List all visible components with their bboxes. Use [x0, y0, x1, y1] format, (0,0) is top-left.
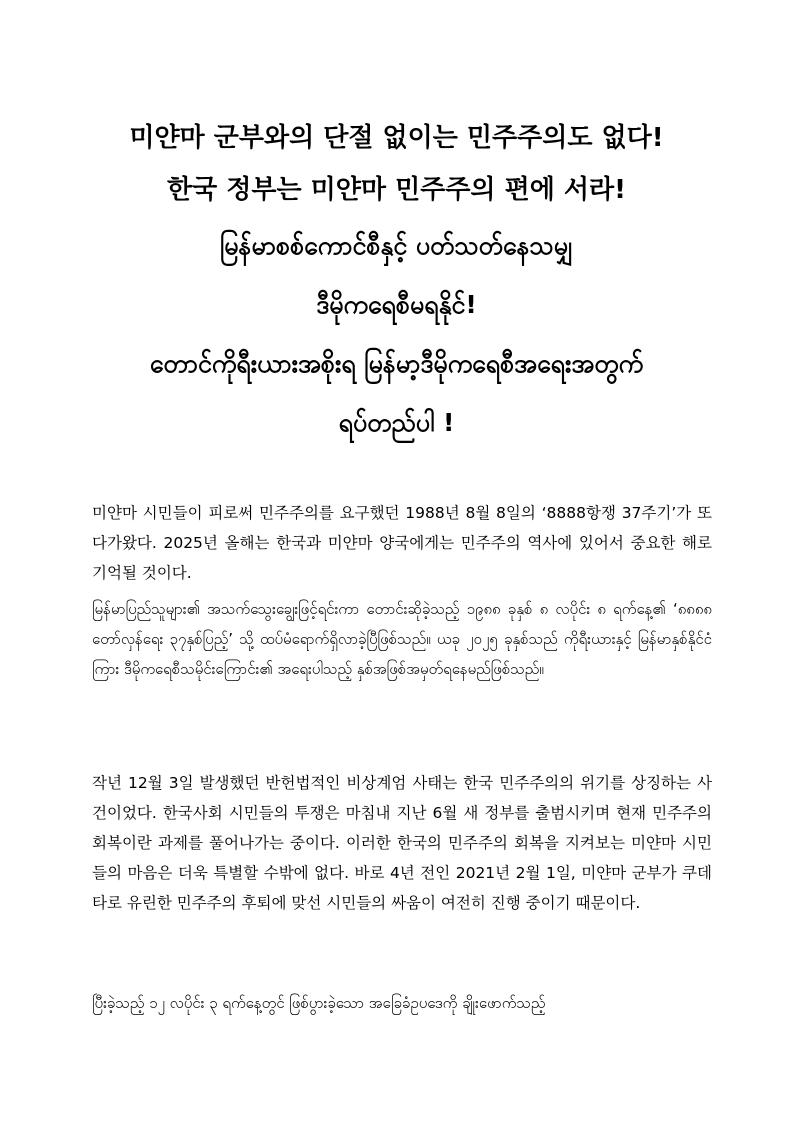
paragraph-text: မြန်မာပြည်သူများ၏ အသက်သွေးချွေးဖြင့်ရင်းကာ တောင်းဆိုခဲ့သည့် ၁၉၈၈ ခုနှစ် ၈ လပိုင်း ၈ ရက်နေ့၏ ‘၈၈၈၈ တော်လှန်ရေး ၃၇နှစ်ပြည့်’ သို့ ထပ်မံရောက်ရှိလာခဲ့ပြီဖြစ်သည်။ ယခု ၂၀၂၅ ခုနှစ်သည် ကိုရီးယားနှင့် မြန်မာနှစ်နိုင်ငံကြား ဒီမိုကရေစီသမိုင်းကြောင်း၏ အရေးပါသည့် နှစ်အဖြစ်အမှတ်ရနေမည်ဖြစ်သည်။	[92, 600, 712, 678]
title-line-burmese-2: ဒီမိုကရေစီမရနိုင်!	[316, 290, 477, 319]
paragraph-burmese-2	[92, 988, 712, 1018]
document-title	[60, 112, 733, 452]
paragraph-korean-2	[92, 768, 712, 918]
title-line-burmese-4: ရပ်တည်ပါ !	[338, 408, 455, 437]
paragraph-text: ပြီးခဲ့သည့် ၁၂ လပိုင်း ၃ ရက်နေ့တွင် ဖြစ်ပွားခဲ့သော အခြေခံဥပဒေကို ချိုးဖောက်သည့်	[92, 994, 546, 1012]
paragraph-text: 작년 12월 3일 발생했던 반헌법적인 비상계엄 사태는 한국 민주주의의 위기를 상징하는 사건이었다. 한국사회 시민들의 투쟁은 마침내 지난 6월 새 정부를 출범시키며 현재 민주주의 회복이란 과제를 풀어나가는 중이다. 이러한 한국의 민주주의 회복을 지켜보는 미얀마 시민들의 마음은 더욱 특별할 수밖에 없다. 바로 4년 전인 2021년 2월 1일, 미얀마 군부가 쿠데타로 유린한 민주주의 후퇴에 맞선 시민들의 싸움이 여전히 진행 중이기 때문이다.	[92, 774, 712, 912]
paragraph-burmese-1	[92, 594, 712, 684]
paragraph-text: 미얀마 시민들이 피로써 민주주의를 요구했던 1988년 8월 8일의 ‘8888항쟁 37주기’가 또 다가왔다. 2025년 올해는 한국과 미얀마 양국에게는 민주주의 역사에 있어서 중요한 해로 기억될 것이다.	[92, 504, 712, 582]
title-line-korean-1: 미얀마 군부와의 단절 없이는 민주주의도 없다!	[129, 123, 664, 153]
title-line-korean-2: 한국 정부는 미얀마 민주주의 편에 서라!	[167, 175, 626, 205]
paragraph-korean-1	[92, 498, 712, 588]
title-line-burmese-1: မြန်မာစစ်ကောင်စီနှင့် ပတ်သတ်နေသမျှ	[220, 231, 573, 260]
title-line-burmese-3: တောင်ကိုရီးယားအစိုးရ မြန်မာ့ဒီမိုကရေစီအရေးအတွက်	[149, 349, 644, 378]
